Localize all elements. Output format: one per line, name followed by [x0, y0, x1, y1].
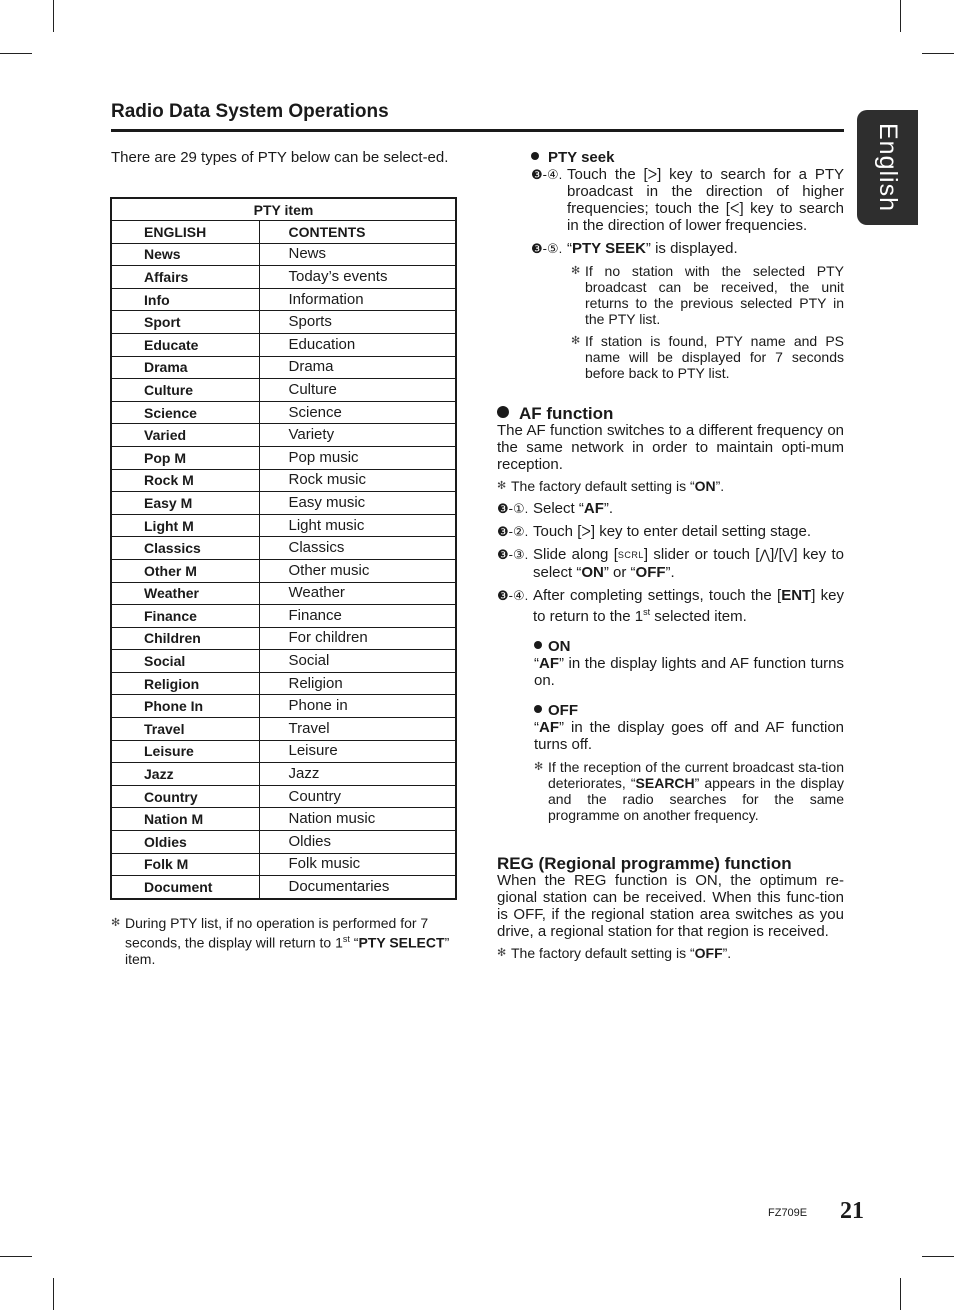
af-on-heading	[534, 638, 844, 655]
table-row	[111, 401, 456, 424]
intro-text: There are 29 types of PTY below can be select-ed.	[111, 149, 449, 166]
pty-contents-cell: For children	[259, 627, 456, 650]
af-heading	[497, 405, 844, 422]
body-bold: AF	[539, 655, 559, 672]
crop-mark	[0, 53, 32, 54]
af-off-note	[534, 759, 844, 823]
step-text: ] key to search for a PTY broadcast in the direction of higher frequencies; touch the [	[567, 166, 844, 217]
page-number: 21	[840, 1198, 864, 1224]
right-arrow-icon: ᐳ	[647, 167, 658, 182]
bullet-icon	[531, 152, 539, 160]
pty-english-cell: Easy M	[111, 492, 259, 515]
af-on-text	[534, 655, 844, 689]
footnote-text: During PTY list, if no operation is performed for 7 seconds, the display will return to 1	[125, 915, 429, 951]
step-bold: AF	[583, 500, 604, 517]
step-bold: ENT	[781, 587, 812, 604]
pty-seek-note-1	[497, 263, 844, 327]
table-row	[111, 785, 456, 808]
crop-mark	[53, 0, 54, 32]
step-bold: OFF	[635, 564, 666, 581]
pty-contents-cell: News	[259, 243, 456, 266]
table-row	[111, 311, 456, 334]
pty-contents-cell: Jazz	[259, 763, 456, 786]
table-row	[111, 740, 456, 763]
body-text: ” in the display goes off and AF function turns off.	[534, 719, 844, 753]
step-number: ❸-①.	[497, 501, 529, 516]
body-text: “	[534, 719, 539, 736]
pty-seek-heading-text: PTY seek	[548, 149, 615, 166]
pty-english-cell: Phone In	[111, 695, 259, 718]
pty-seek-note-2	[497, 333, 844, 381]
pty-english-cell: Country	[111, 785, 259, 808]
footnote-bold: PTY SELECT	[358, 934, 445, 951]
step-text: ] key to select “	[533, 546, 844, 581]
pty-english-cell: Finance	[111, 605, 259, 628]
model-number: FZ709E	[768, 1207, 808, 1219]
step-text: Touch the [	[567, 166, 648, 183]
asterisk-icon: ✻	[571, 335, 581, 347]
bullet-icon	[497, 406, 509, 418]
step-text: ] key to search in the direction of lower frequencies.	[567, 200, 844, 234]
pty-contents-cell: Folk music	[259, 853, 456, 876]
pty-contents-cell: Weather	[259, 582, 456, 605]
pty-contents-cell: Light music	[259, 514, 456, 537]
note-text: ”.	[722, 945, 732, 961]
step-text: Slide along [	[533, 546, 618, 563]
pty-contents-cell: Culture	[259, 379, 456, 402]
step-bold: PTY SEEK	[572, 240, 646, 257]
asterisk-icon: ✻	[111, 917, 121, 929]
pty-contents-cell: Variety	[259, 424, 456, 447]
crop-mark	[900, 1278, 901, 1310]
pty-english-cell: Children	[111, 627, 259, 650]
note-bold: SEARCH	[635, 775, 695, 791]
step-text: ] key to return to the 1	[533, 587, 844, 625]
pty-contents-cell: Information	[259, 288, 456, 311]
table-row	[111, 808, 456, 831]
pty-contents-cell: Sports	[259, 311, 456, 334]
table-row	[111, 582, 456, 605]
step-number: ❸-④.	[497, 588, 529, 603]
pty-english-cell: Culture	[111, 379, 259, 402]
table-row	[111, 288, 456, 311]
pty-english-cell: Weather	[111, 582, 259, 605]
table-row	[111, 243, 456, 266]
note-text: If station is found, PTY name and PS name will be displayed for 7 seconds before back to PTY list.	[585, 333, 844, 381]
table-row	[111, 695, 456, 718]
language-tab	[857, 110, 918, 225]
pty-english-cell: Classics	[111, 537, 259, 560]
pty-contents-cell: Today’s events	[259, 266, 456, 289]
note-text: The factory default setting is “	[511, 945, 695, 961]
table-row	[111, 424, 456, 447]
pty-contents-cell: Oldies	[259, 831, 456, 854]
af-step-3	[497, 546, 844, 581]
footnote-text: ” item.	[125, 934, 450, 967]
pty-english-cell: Affairs	[111, 266, 259, 289]
af-step-2	[497, 523, 844, 540]
reg-default-note	[497, 945, 844, 961]
title-rule	[111, 129, 844, 132]
pty-contents-cell: Documentaries	[259, 876, 456, 899]
crop-mark	[922, 53, 954, 54]
af-off-heading-text: OFF	[548, 702, 578, 719]
pty-english-cell: Pop M	[111, 446, 259, 469]
pty-contents-cell: Other music	[259, 559, 456, 582]
body-text: ” in the display lights and AF function turns on.	[534, 655, 844, 689]
pty-col-english: ENGLISH	[111, 221, 259, 244]
pty-english-cell: Science	[111, 401, 259, 424]
pty-english-cell: Drama	[111, 356, 259, 379]
table-row	[111, 446, 456, 469]
table-row	[111, 333, 456, 356]
af-off-heading	[534, 702, 844, 719]
footnote-sup: st	[342, 934, 350, 944]
pty-english-cell: Varied	[111, 424, 259, 447]
pty-contents-cell: Nation music	[259, 808, 456, 831]
pty-table-caption: PTY item	[111, 198, 456, 221]
af-step-4	[497, 587, 844, 625]
step-text: “	[567, 240, 572, 257]
right-arrow-icon: ᐳ	[581, 524, 591, 539]
step-text: ” or “	[603, 564, 636, 581]
step-text: selected item.	[650, 608, 747, 625]
pty-contents-cell: Science	[259, 401, 456, 424]
pty-contents-cell: Travel	[259, 718, 456, 741]
af-heading-text: AF function	[519, 404, 614, 423]
pty-contents-cell: Classics	[259, 537, 456, 560]
bullet-icon	[534, 641, 542, 649]
af-description: The AF function switches to a different frequency on the same network in order to maintain opti-mum reception.	[497, 422, 844, 473]
step-text: ” is displayed.	[645, 240, 738, 257]
pty-contents-cell: Phone in	[259, 695, 456, 718]
pty-english-cell: Folk M	[111, 853, 259, 876]
af-off-block	[497, 702, 844, 823]
pty-contents-cell: Education	[259, 333, 456, 356]
table-row	[111, 627, 456, 650]
table-row	[111, 763, 456, 786]
asterisk-icon: ✻	[497, 480, 507, 492]
pty-list-footnote	[111, 915, 457, 967]
pty-contents-cell: Rock music	[259, 469, 456, 492]
down-arrow-icon: ⋁	[782, 547, 794, 562]
crop-mark	[922, 1256, 954, 1257]
step-text: ]/[	[770, 546, 783, 563]
pty-contents-cell: Pop music	[259, 446, 456, 469]
table-row	[111, 356, 456, 379]
pty-english-cell: Sport	[111, 311, 259, 334]
af-on-block	[497, 638, 844, 689]
step-number: ❸-⑤.	[531, 241, 563, 256]
table-row	[111, 650, 456, 673]
af-step-1	[497, 500, 844, 517]
af-on-heading-text: ON	[548, 638, 571, 655]
pty-contents-cell: Drama	[259, 356, 456, 379]
asterisk-icon: ✻	[497, 947, 507, 959]
step-bold: ON	[581, 564, 604, 581]
crop-mark	[0, 1256, 32, 1257]
pty-contents-cell: Finance	[259, 605, 456, 628]
table-row	[111, 672, 456, 695]
pty-seek-step-4	[497, 166, 844, 234]
pty-english-cell: News	[111, 243, 259, 266]
table-row	[111, 831, 456, 854]
pty-table-body	[111, 243, 456, 899]
body-bold: AF	[539, 719, 559, 736]
table-row	[111, 876, 456, 899]
step-text: Select “	[533, 500, 584, 517]
table-row	[111, 492, 456, 515]
pty-table	[110, 197, 457, 900]
scrl-slider-icon: SCRL	[617, 550, 644, 560]
pty-english-cell: Educate	[111, 333, 259, 356]
table-row	[111, 266, 456, 289]
pty-english-cell: Other M	[111, 559, 259, 582]
up-arrow-icon: ⋀	[759, 547, 771, 562]
step-sup: st	[643, 607, 651, 617]
reg-heading: REG (Regional programme) function	[497, 854, 792, 873]
pty-contents-cell: Leisure	[259, 740, 456, 763]
pty-english-cell: Jazz	[111, 763, 259, 786]
left-arrow-icon: ᐸ	[729, 201, 740, 216]
pty-english-cell: Social	[111, 650, 259, 673]
asterisk-icon: ✻	[571, 265, 581, 277]
table-row	[111, 853, 456, 876]
pty-english-cell: Leisure	[111, 740, 259, 763]
pty-english-cell: Info	[111, 288, 259, 311]
pty-english-cell: Document	[111, 876, 259, 899]
note-text: If the reception of the current broadcast sta-tion deteriorates, “	[548, 759, 844, 791]
pty-contents-cell: Easy music	[259, 492, 456, 515]
table-row	[111, 537, 456, 560]
step-text: ”.	[603, 500, 614, 517]
af-default-note	[497, 478, 844, 494]
pty-english-cell: Travel	[111, 718, 259, 741]
pty-english-cell: Rock M	[111, 469, 259, 492]
step-number: ❸-②.	[497, 524, 529, 539]
note-bold: ON	[694, 478, 716, 494]
step-number: ❸-④.	[531, 167, 563, 182]
pty-contents-cell: Religion	[259, 672, 456, 695]
pty-seek-step-5	[497, 240, 844, 257]
footnote-text: “	[349, 934, 359, 951]
crop-mark	[53, 1278, 54, 1310]
step-text: ] slider or touch [	[643, 546, 760, 563]
table-row	[111, 718, 456, 741]
note-text: The factory default setting is “	[511, 478, 695, 494]
pty-seek-heading	[497, 149, 844, 166]
right-column	[497, 149, 844, 961]
language-tab-label: English	[874, 123, 902, 212]
af-off-text	[534, 719, 844, 753]
pty-contents-cell: Social	[259, 650, 456, 673]
note-text: If no station with the selected PTY broadcast can be received, the unit returns to the previous selected PTY in the PTY list.	[585, 263, 844, 327]
table-row	[111, 514, 456, 537]
step-text: ] key to enter detail setting stage.	[590, 523, 811, 540]
crop-mark	[900, 0, 901, 32]
asterisk-icon: ✻	[534, 761, 544, 773]
pty-english-cell: Oldies	[111, 831, 259, 854]
body-text: “	[534, 655, 539, 672]
table-row	[111, 559, 456, 582]
pty-english-cell: Religion	[111, 672, 259, 695]
step-number: ❸-③.	[497, 547, 529, 562]
pty-english-cell: Nation M	[111, 808, 259, 831]
bullet-icon	[534, 705, 542, 713]
reg-description: When the REG function is ON, the optimum re-gional station can be received. When this func-tion is OFF, if the regional station area switches as you drive, a regional station for that region is received.	[497, 872, 844, 940]
pty-col-contents: CONTENTS	[259, 221, 456, 244]
step-text: Touch [	[533, 523, 582, 540]
step-text: After completing settings, touch the [	[533, 587, 782, 604]
pty-contents-cell: Country	[259, 785, 456, 808]
pty-english-cell: Light M	[111, 514, 259, 537]
note-bold: OFF	[694, 945, 723, 961]
table-row	[111, 605, 456, 628]
table-row	[111, 379, 456, 402]
section-title: Radio Data System Operations	[111, 101, 389, 122]
step-text: ”.	[665, 564, 675, 581]
table-row	[111, 469, 456, 492]
note-text: ”.	[715, 478, 725, 494]
note-text: ” appears in the display and the radio searches for the same programme on another frequency.	[548, 775, 844, 823]
